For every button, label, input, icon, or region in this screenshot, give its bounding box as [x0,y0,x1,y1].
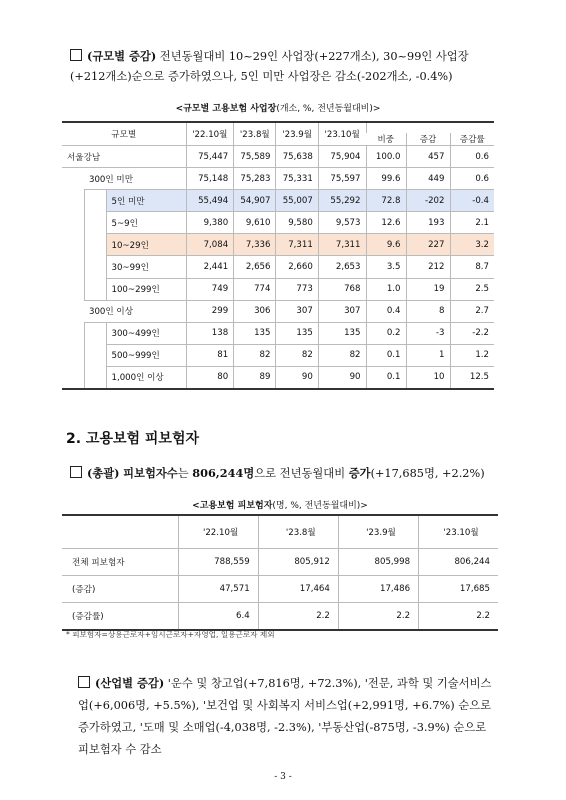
table-row [62,603,498,631]
insured-persons-table [62,514,498,631]
workplace-size-table [62,121,494,390]
cell: 17,685 [419,576,498,603]
cell: 0.1 [366,344,406,366]
cell: 805,998 [338,549,418,576]
table-row [62,146,494,168]
para2-subject: 피보험자수 [123,466,178,480]
cell: 2.7 [450,300,494,322]
cell: 1 [406,344,450,366]
cell: 2.5 [450,278,494,300]
table2-caption [62,498,498,511]
cell: -0.4 [450,190,494,212]
cell: 2,441 [186,256,234,278]
cell: 2.1 [450,212,494,234]
cell: 47,571 [178,576,258,603]
table1-caption [62,101,494,114]
cell: 17,464 [258,576,338,603]
cell: 212 [406,256,450,278]
cell: 54,907 [234,190,276,212]
cell: 82 [318,344,366,366]
cell: 75,447 [186,146,234,168]
cell: 227 [406,234,450,256]
cell: 19 [406,278,450,300]
cell: 299 [186,300,234,322]
cell: 75,597 [318,168,366,190]
row-label: 300~499인 [106,322,186,344]
cell: 788,559 [178,549,258,576]
section-heading: 2. 고용보험 피보험자 [66,431,199,447]
cell: 138 [186,322,234,344]
table-row [62,212,494,234]
table-row [62,344,494,366]
cell: 12.5 [450,366,494,389]
page-number: - 3 - [274,772,292,782]
header-c2: '23.8월 [258,515,338,549]
cell: 82 [234,344,276,366]
cell: 307 [318,300,366,322]
cell: 8.7 [450,256,494,278]
cell: 99.6 [366,168,406,190]
cell: 306 [234,300,276,322]
table2-caption-bold: <고용보험 피보험자 [192,501,273,511]
table-row [62,322,494,344]
cell: 457 [406,146,450,168]
table-header-row [62,122,494,133]
cell: 2.2 [419,603,498,631]
table2-caption-rest: (명, %, 전년동월대비)> [272,501,368,511]
paragraph-industry-change [78,672,498,761]
cell: 10 [406,366,450,389]
header-c2: '23.8월 [234,122,276,146]
cell: 7,084 [186,234,234,256]
cell: 449 [406,168,450,190]
cell: 55,007 [276,190,318,212]
para2-count: 806,244명 [192,466,255,480]
cell: 8 [406,300,450,322]
cell: 75,589 [234,146,276,168]
cell: 0.6 [450,146,494,168]
row-label: 5인 미만 [106,190,186,212]
table-row-highlight-orange [62,234,494,256]
cell: 82 [276,344,318,366]
cell: 2.2 [338,603,418,631]
header-c1: '22.10월 [186,122,234,146]
cell: 773 [276,278,318,300]
para2-mid: 는 [177,467,189,480]
table-header-row [62,515,498,549]
checkbox-bullet-icon [70,49,82,61]
cell: 75,638 [276,146,318,168]
table1-caption-bold: <규모별 고용보험 사업장 [175,104,277,114]
header-size: 규모별 [62,122,186,146]
para2-text2: (+17,685명, +2.2%) [370,467,485,480]
row-label: 1,000인 이상 [106,366,186,389]
cell: 80 [186,366,234,389]
header-c3: '23.9월 [276,122,318,146]
row-label: 30~99인 [106,256,186,278]
row-label: 전체 피보험자 [62,549,178,576]
cell: 1.2 [450,344,494,366]
cell: 2,653 [318,256,366,278]
row-label: (증감률) [62,603,178,631]
cell: 135 [234,322,276,344]
cell: 2.2 [258,603,338,631]
para3-text: '운수 및 창고업(+7,816명, +72.3%), '전문, 과학 및 기술서비스업(+6,006명, +5.5%), '보건업 및 사회복지 서비스업(+2,991명, +6.7%) 순으로 증가하였고, '도매 및 소매업(-4,038명, -2.3%), '부동산업(-875명, -3.9%) 순으로 피보험자 수 감소 [78,677,492,756]
cell: 805,912 [258,549,338,576]
footnote: * 피보험자=상용근로자+임시근로자+자영업, 일용근로자 제외 [66,630,275,639]
cell: 3.2 [450,234,494,256]
para1-lead: (규모별 증감) [87,49,157,63]
cell: -202 [406,190,450,212]
cell: 6.4 [178,603,258,631]
header-c3: '23.9월 [338,515,418,549]
paragraph-size-change [70,46,500,87]
cell: 9,610 [234,212,276,234]
cell: -2.2 [450,322,494,344]
cell: 9,380 [186,212,234,234]
table-row [62,256,494,278]
table-row [62,549,498,576]
table-row [62,168,494,190]
cell: 768 [318,278,366,300]
cell: 7,336 [234,234,276,256]
table-row [62,366,494,389]
cell: 81 [186,344,234,366]
row-label: 500~999인 [106,344,186,366]
cell: 75,283 [234,168,276,190]
row-label: 300인 이상 [84,300,186,322]
table1-caption-rest: (개소, %, 전년동월대비)> [276,104,381,114]
row-label: 100~299인 [106,278,186,300]
para2-inc: 증가 [348,466,371,480]
para2-lead: (총괄) [87,466,120,480]
table-row [62,300,494,322]
paragraph-total [70,463,510,484]
row-label: 10~29인 [106,234,186,256]
cell: 806,244 [419,549,498,576]
cell: 774 [234,278,276,300]
header-c1: '22.10월 [178,515,258,549]
para1-text: 전년동월대비 10~29인 사업장(+227개소), 30~99인 사업장(+212개소)순으로 증가하였으나, 5인 미만 사업장은 감소(-202개소, -0.4%) [70,50,469,83]
table-row [62,278,494,300]
row-label: 300인 미만 [84,168,186,190]
cell: 89 [234,366,276,389]
cell: 135 [276,322,318,344]
cell: 12.6 [366,212,406,234]
cell: 135 [318,322,366,344]
cell: 749 [186,278,234,300]
cell: 55,292 [318,190,366,212]
para3-lead: (산업별 증감) [95,676,165,690]
cell: 72.8 [366,190,406,212]
row-label: 서울강남 [62,146,186,168]
row-label: (증감) [62,576,178,603]
cell: 2,656 [234,256,276,278]
cell: 90 [318,366,366,389]
cell: 7,311 [276,234,318,256]
header-change: 증감 [406,133,450,146]
cell: 9.6 [366,234,406,256]
header-c4: '23.10월 [419,515,498,549]
cell: 75,148 [186,168,234,190]
cell: 0.6 [450,168,494,190]
cell: 1.0 [366,278,406,300]
cell: 7,311 [318,234,366,256]
cell: -3 [406,322,450,344]
header-share: 비중 [366,133,406,146]
cell: 17,486 [338,576,418,603]
cell: 193 [406,212,450,234]
cell: 3.5 [366,256,406,278]
table-row [62,576,498,603]
para2-text1: 으로 전년동월대비 [254,467,346,480]
cell: 9,573 [318,212,366,234]
cell: 75,904 [318,146,366,168]
cell: 307 [276,300,318,322]
cell: 90 [276,366,318,389]
cell: 75,331 [276,168,318,190]
header-rate: 증감률 [450,133,494,146]
header-c4: '23.10월 [318,122,366,146]
cell: 55,494 [186,190,234,212]
cell: 100.0 [366,146,406,168]
cell: 0.4 [366,300,406,322]
row-label: 5~9인 [106,212,186,234]
cell: 0.2 [366,322,406,344]
cell: 0.1 [366,366,406,389]
checkbox-bullet-icon [70,466,82,478]
table-row-highlight-blue [62,190,494,212]
checkbox-bullet-icon [78,676,90,688]
cell: 2,660 [276,256,318,278]
cell: 9,580 [276,212,318,234]
